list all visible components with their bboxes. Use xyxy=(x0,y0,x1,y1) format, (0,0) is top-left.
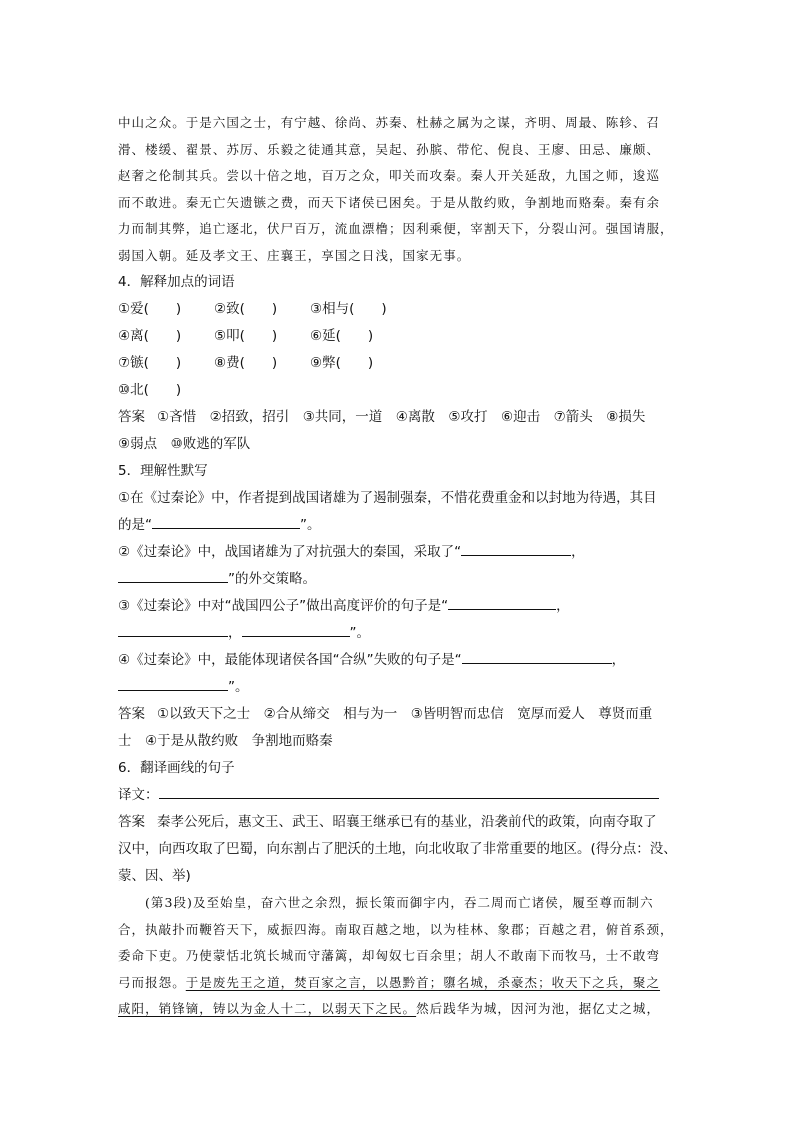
underlined-sentence: 咸阳，销锋镝，铸以为金人十二，以弱天下之民。 xyxy=(118,1001,417,1016)
prompt-text: ”。 xyxy=(228,679,249,695)
vocab-row xyxy=(118,377,678,404)
passage-line: 力而制其弊，追亡逐北，伏尸百万，流血漂橹；因利乘便，宰割天下，分裂山河。强国请服， xyxy=(118,221,674,236)
prompt-line xyxy=(118,593,678,620)
vocab-item: ⑦镞( ) xyxy=(118,355,182,371)
vocab-row xyxy=(118,323,678,350)
vocab-item: ①爱( ) xyxy=(118,301,182,317)
answer-line xyxy=(118,809,678,836)
question-5 xyxy=(118,458,678,755)
question-4 xyxy=(118,269,678,458)
answer-line: 士 ④于是从散约败 争割地而赂秦 xyxy=(118,733,333,749)
prompt-text: ， xyxy=(611,652,626,668)
prompt-text: ”。 xyxy=(300,517,321,533)
translation-blank[interactable] xyxy=(159,784,659,799)
prompt-text: ”。 xyxy=(349,625,370,641)
passage-line xyxy=(118,996,678,1023)
fill-blank[interactable] xyxy=(448,595,556,610)
prompt-text: ③《过秦论》中对“战国四公子”做出高度评价的句子是“ xyxy=(118,598,449,614)
prompt-line xyxy=(118,620,678,647)
question-title: 5．理解性默写 xyxy=(118,463,208,479)
question-title: 4．解释加点的词语 xyxy=(118,274,235,290)
passage-line: (第3段)及至始皇，奋六世之余烈，振长策而御宇内，吞二周而亡诸侯，履至尊而制六 xyxy=(145,895,654,910)
vocab-row xyxy=(118,296,678,323)
prompt-line xyxy=(118,512,678,539)
fill-blank[interactable] xyxy=(118,622,228,637)
answer-line xyxy=(118,404,678,431)
answer-label: 答案 xyxy=(118,409,145,425)
passage-excerpt xyxy=(118,110,678,269)
fill-blank[interactable] xyxy=(118,676,228,691)
passage-text: 弓而报怨。 xyxy=(118,974,186,990)
vocab-item: ④离( ) xyxy=(118,328,182,344)
answer-label: 答案 xyxy=(118,706,145,722)
answer-text: ①以致天下之士 ②合从缔交 相与为一 ③皆明智而忠信 宽厚而爱人 尊贤而重 xyxy=(157,706,653,722)
passage-paragraph-3 xyxy=(118,890,678,1023)
vocab-item: ⑥延( ) xyxy=(310,328,374,344)
vocab-item: ⑤叩( ) xyxy=(214,328,278,344)
vocab-row xyxy=(118,350,678,377)
answer-line xyxy=(118,701,678,728)
vocab-item: ⑧费( ) xyxy=(214,355,278,371)
vocab-item: ⑩北( ) xyxy=(118,382,182,398)
fill-blank[interactable] xyxy=(462,649,612,664)
answer-label: 答案 xyxy=(118,814,145,830)
translation-line xyxy=(118,782,678,809)
fill-blank[interactable] xyxy=(152,514,300,529)
answer-text: ①吝惜 ②招致，招引 ③共同，一道 ④离散 ⑤攻打 ⑥迎击 ⑦箭头 ⑧损失 xyxy=(157,409,646,425)
passage-line: 赵奢之伦制其兵。尝以十倍之地，百万之众，叩关而攻秦。秦人开关延敌，九国之师，逡巡 xyxy=(118,168,661,183)
fill-blank[interactable] xyxy=(118,568,228,583)
vocab-item: ③相与( ) xyxy=(310,301,387,317)
prompt-text: ， xyxy=(556,598,570,614)
passage-line: 合，执敲扑而鞭笞天下，威振四海。南取百越之地，以为桂林、象郡；百越之君，俯首系颈， xyxy=(118,921,674,937)
prompt-line xyxy=(118,674,678,701)
answer-text: 秦孝公死后，惠文王、武王、昭襄王继承已有的基业，沿袭前代的政策，向南夺取了 xyxy=(157,814,657,830)
passage-line xyxy=(118,970,678,997)
prompt-line: ①在《过秦论》中，作者提到战国诸雄为了遏制强秦，不惜花费重金和以封地为待遇，其目 xyxy=(118,490,657,506)
fill-blank[interactable] xyxy=(461,541,571,556)
prompt-text: ”的外交策略。 xyxy=(228,571,316,587)
prompt-text: 的是“ xyxy=(118,517,152,533)
prompt-line xyxy=(118,566,678,593)
passage-line: 委命下吏。乃使蒙恬北筑长城而守藩篱，却匈奴七百余里；胡人不敢南下而牧马，士不敢弯 xyxy=(118,948,661,963)
answer-line: ⑨弱点 ⑩败逃的军队 xyxy=(118,436,251,452)
prompt-text: ， xyxy=(571,544,585,560)
prompt-text: ， xyxy=(228,625,242,641)
vocab-item: ⑨弊( ) xyxy=(310,355,374,371)
prompt-text: ②《过秦论》中，战国诸雄为了对抗强大的秦国，采取了“ xyxy=(118,544,462,560)
passage-line: 弱国入朝。延及孝文王、庄襄王，享国之日浅，国家无事。 xyxy=(118,247,471,263)
answer-line: 汉中，向西攻取了巴蜀，向东割占了肥沃的土地，向北收取了非常重要的地区。(得分点：没、 xyxy=(118,841,677,857)
passage-line: 而不敢进。秦无亡矢遗镞之费，而天下诸侯已困矣。于是从散约败，争割地而赂秦。秦有余 xyxy=(118,194,661,210)
underlined-sentence: 于是废先王之道，焚百家之言，以愚黔首；隳名城，杀豪杰；收天下之兵，聚之 xyxy=(185,974,661,990)
passage-text: 然后践华为城，因河为池，据亿丈之城， xyxy=(416,1001,661,1016)
document-page xyxy=(118,110,678,1023)
vocab-item: ②致( ) xyxy=(214,301,278,317)
question-title: 6．翻译画线的句子 xyxy=(118,760,235,776)
prompt-text: ④《过秦论》中，最能体现诸侯各国“合纵”失败的句子是“ xyxy=(118,652,462,668)
translation-label: 译文： xyxy=(118,787,159,803)
passage-line: 滑、楼缓、翟景、苏厉、乐毅之徒通其意，吴起、孙膑、带佗、倪良、王廖、田忌、廉颇、 xyxy=(118,141,661,157)
passage-line: 中山之众。于是六国之士，有宁越、徐尚、苏秦、杜赫之属为之谋，齐明、周最、陈轸、召 xyxy=(118,115,661,130)
question-6 xyxy=(118,755,678,890)
prompt-line xyxy=(118,539,678,566)
fill-blank[interactable] xyxy=(242,622,350,637)
prompt-line xyxy=(118,647,678,674)
answer-line: 蒙、因、举) xyxy=(118,868,191,884)
